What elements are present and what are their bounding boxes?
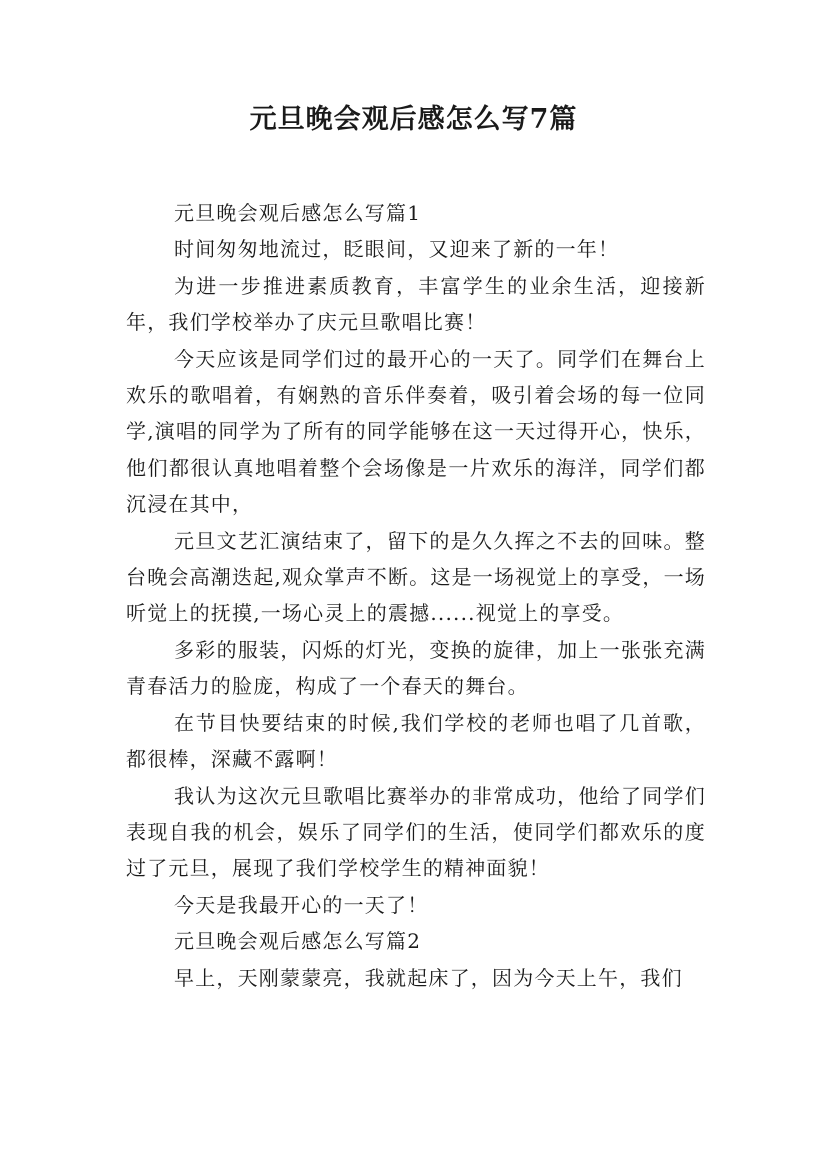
paragraph: 元旦文艺汇演结束了，留下的是久久挥之不去的回味。整台晚会高潮迭起,观众掌声不断。这是一场视觉上的享受，一场听觉上的抚摸,一场心灵上的震撼......视觉上的享受。	[126, 528, 706, 626]
paragraph: 我认为这次元旦歌唱比赛举办的非常成功，他给了同学们表现自我的机会，娱乐了同学们的生活，使同学们都欢乐的度过了元旦，展现了我们学校学生的精神面貌！	[126, 783, 706, 881]
paragraph: 今天是我最开心的一天了！	[174, 892, 429, 917]
document-title: 元旦晚会观后感怎么写7篇	[249, 104, 578, 135]
paragraph: 早上，天刚蒙蒙亮，我就起床了，因为今天上午，我们	[174, 965, 683, 990]
paragraph: 多彩的服装，闪烁的灯光，变换的旋律，加上一张张充满青春活力的脸庞，构成了一个春天的舞台。	[126, 637, 706, 699]
document-body	[126, 195, 706, 996]
paragraph: 在节目快要结束的时候,我们学校的老师也唱了几首歌，都很棒，深藏不露啊！	[126, 710, 706, 772]
paragraph: 今天应该是同学们过的最开心的一天了。同学们在舞台上欢乐的歌唱着，有娴熟的音乐伴奏着，吸引着会场的每一位同学,演唱的同学为了所有的同学能够在这一天过得开心，快乐，他们都很认真地唱着整个会场像是一片欢乐的海洋，同学们都沉浸在其中，	[126, 346, 706, 517]
section-heading-2: 元旦晚会观后感怎么写篇2	[174, 929, 422, 954]
paragraph: 时间匆匆地流过，眨眼间，又迎来了新的一年！	[174, 237, 620, 262]
paragraph: 为进一步推进素质教育，丰富学生的业余生活，迎接新年，我们学校举办了庆元旦歌唱比赛！	[126, 273, 706, 335]
section-heading-1: 元旦晚会观后感怎么写篇1	[174, 201, 422, 225]
